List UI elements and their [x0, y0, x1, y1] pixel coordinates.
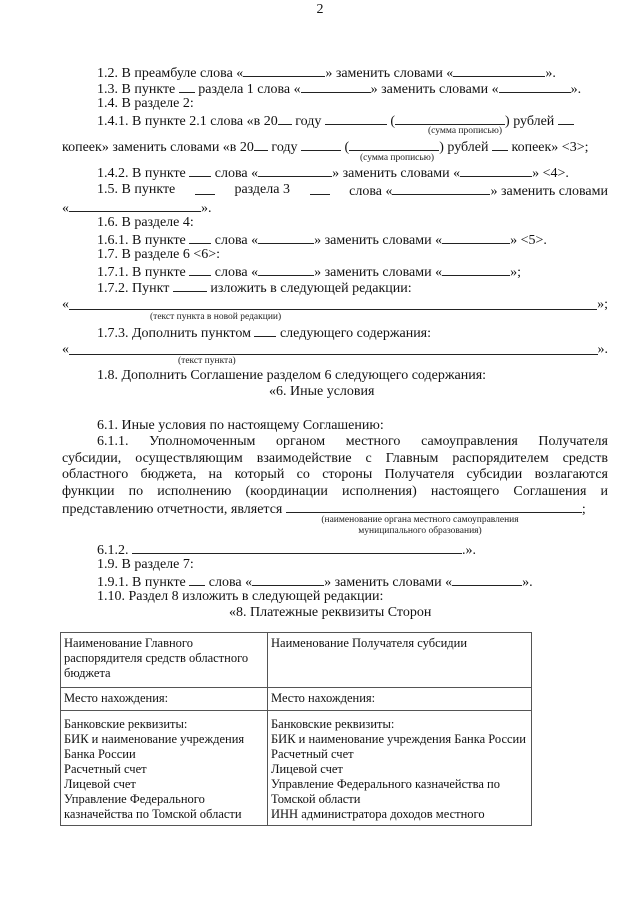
blank-field	[69, 199, 201, 212]
clause-6-1-2: 6.1.2. .».	[97, 543, 476, 558]
blank-field	[453, 64, 545, 77]
blank-field	[442, 263, 510, 276]
page-number: 2	[316, 2, 324, 17]
clause-1-2: 1.2. В преамбуле слова « » заменить словами « ».	[97, 66, 556, 81]
blank-field	[254, 138, 268, 151]
blank-field	[460, 164, 532, 177]
blank-field	[452, 573, 522, 586]
clause-1-5-cont: « ».	[62, 201, 212, 216]
blank-field	[189, 573, 205, 586]
blank-field	[254, 324, 276, 337]
clause-1-7: 1.7. В разделе 6 <6>:	[97, 247, 221, 262]
blank-field	[301, 138, 341, 151]
note-text: (текст пункта)	[178, 356, 236, 366]
table-cell-right: Место нахождения:	[268, 688, 532, 711]
blank-field	[179, 80, 195, 93]
clause-1-4-1: 1.4.1. В пункте 2.1 слова «в 20 году ( ) рублей	[62, 112, 608, 130]
blank-field	[286, 500, 582, 513]
blank-field	[395, 112, 505, 125]
clause-1-8: 1.8. Дополнить Соглашение разделом 6 следующего содержания:	[97, 368, 487, 383]
clause-1-4: 1.4. В разделе 2:	[97, 96, 194, 111]
clause-1-9: 1.9. В разделе 7:	[97, 557, 194, 572]
table-row	[61, 633, 532, 688]
blank-field	[258, 164, 332, 177]
note-sum-words: (сумма прописью)	[360, 153, 434, 163]
clause-1-3: 1.3. В пункте раздела 1 слова « » заменить словами « ».	[97, 82, 582, 97]
section-6-title: «6. Иные условия	[269, 384, 375, 399]
table-cell-left: Банковские реквизиты: БИК и наименование учреждения Банка России Расчетный счет Лицевой счет Управление Федерального казначейства по Томской области	[61, 711, 268, 826]
blank-field	[132, 541, 462, 554]
table-row	[61, 688, 532, 711]
clause-6-1-1-line: 6.1.1. Уполномоченным органом местного самоуправления Получателя	[97, 434, 608, 449]
note-new-text: (текст пункта в новой редакции)	[150, 312, 282, 322]
section-8-title: «8. Платежные реквизиты Сторон	[229, 605, 432, 620]
blank-field	[243, 64, 325, 77]
clause-1-4-1-cont: копеек» заменить словами «в 20 году ( ) рублей копеек» <3>;	[62, 140, 589, 155]
clause-1-6-1: 1.6.1. В пункте слова « » заменить словами « » <5>.	[97, 233, 547, 248]
clause-1-7-2-text-line: « »;	[62, 297, 608, 312]
table-cell-right: Наименование Получателя субсидии	[268, 633, 532, 688]
blank-field	[189, 231, 211, 244]
clause-1-7-3: 1.7.3. Дополнить пунктом следующего содержания:	[97, 326, 432, 341]
blank-field	[492, 138, 508, 151]
note-sum-words: (сумма прописью)	[428, 126, 502, 136]
blank-field	[189, 263, 211, 276]
blank-field	[392, 182, 490, 195]
blank-field	[258, 263, 314, 276]
blank-field	[173, 279, 207, 292]
clause-1-5: 1.5. В пункте раздела 3 слова « » заменить словами	[97, 182, 608, 199]
clause-1-7-3-text-line: « ».	[62, 342, 608, 357]
payment-details-table	[60, 632, 532, 826]
note-org-name: (наименование органа местного самоуправления муниципального образования)	[321, 515, 519, 536]
clause-1-9-1: 1.9.1. В пункте слова « » заменить словами « ».	[97, 575, 533, 590]
blank-field	[69, 297, 597, 310]
blank-field	[310, 182, 330, 195]
blank-field	[252, 573, 324, 586]
clause-6-1-1-line: субсидии, осуществляющим взаимодействие с Главным распорядителем средств	[62, 451, 608, 466]
blank-field	[442, 231, 510, 244]
blank-field	[558, 112, 574, 125]
blank-field	[189, 164, 211, 177]
blank-field	[195, 182, 215, 195]
clause-1-7-1: 1.7.1. В пункте слова « » заменить словами « »;	[97, 265, 522, 280]
clause-6-1-1-line: областного бюджета, на который со стороны Получателя субсидии возлагаются	[62, 467, 608, 482]
table-cell-right: Банковские реквизиты: БИК и наименование учреждения Банка России Расчетный счет Лицевой счет Управление Федерального казначейства по Томской области ИНН администратора доходов местного	[268, 711, 532, 826]
clause-1-6: 1.6. В разделе 4:	[97, 215, 194, 230]
clause-6-1: 6.1. Иные условия по настоящему Соглашению:	[97, 418, 384, 433]
clause-1-10: 1.10. Раздел 8 изложить в следующей редакции:	[97, 589, 384, 604]
table-row	[61, 711, 532, 826]
blank-field	[69, 342, 598, 355]
blank-field	[301, 80, 371, 93]
blank-field	[278, 112, 292, 125]
clause-6-1-1-last: представлению отчетности, является ;	[62, 502, 586, 517]
clause-6-1-1-line: функции по исполнению (координации исполнения) настоящего Соглашения и	[62, 484, 608, 499]
blank-field	[258, 231, 314, 244]
blank-field	[349, 138, 439, 151]
table-cell-left: Наименование Главного распорядителя средств областного бюджета	[61, 633, 268, 688]
clause-1-4-2: 1.4.2. В пункте слова « » заменить словами « » <4>.	[97, 166, 569, 181]
clause-1-7-2: 1.7.2. Пункт изложить в следующей редакции:	[97, 281, 412, 296]
blank-field	[499, 80, 571, 93]
table-cell-left: Место нахождения:	[61, 688, 268, 711]
blank-field	[325, 112, 387, 125]
